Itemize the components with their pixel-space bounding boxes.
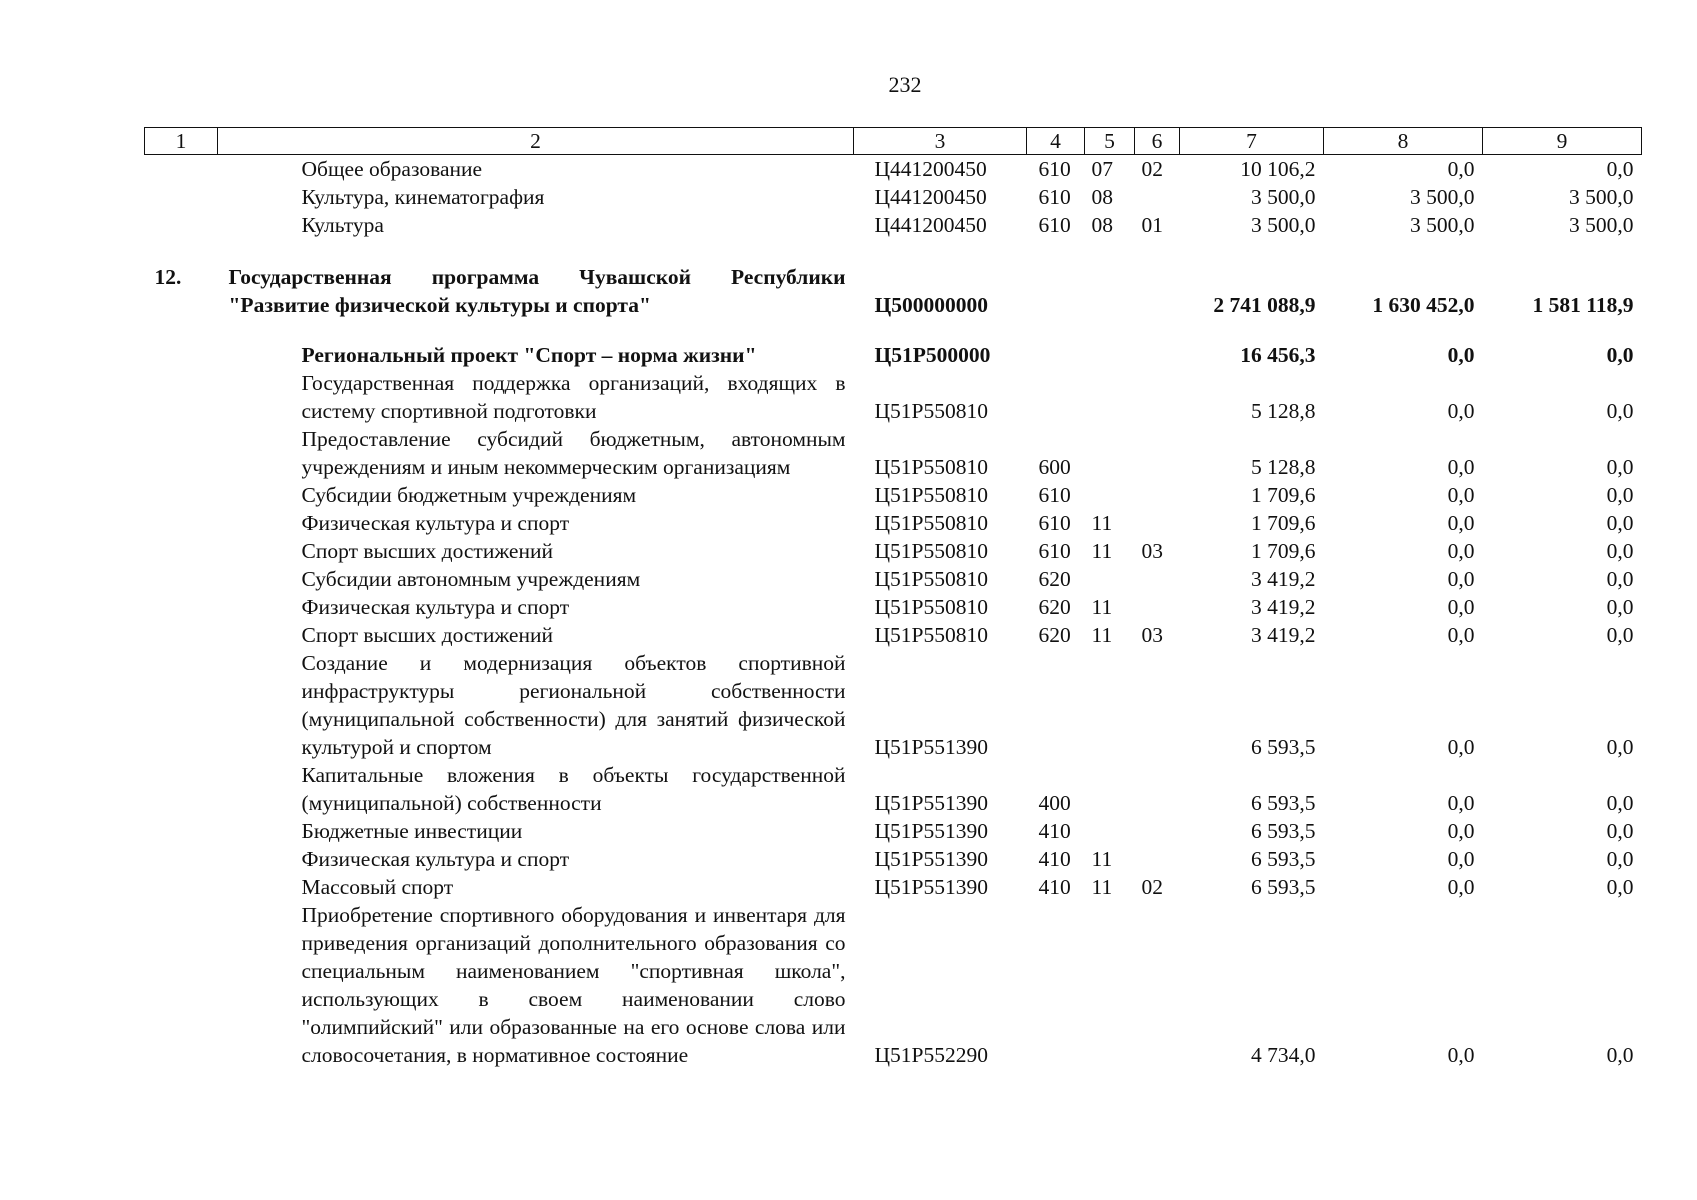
target-code: Ц51P550810 xyxy=(874,623,988,647)
column-header-9: 9 xyxy=(1483,128,1642,155)
amount-col7: 6 593,5 xyxy=(1251,847,1316,871)
section-code xyxy=(1085,341,1135,369)
section-code: 11 xyxy=(1091,539,1113,563)
amount-col9: 0,0 xyxy=(1606,735,1634,759)
section-code: 08 xyxy=(1091,213,1113,237)
row-number xyxy=(145,425,218,481)
table-row xyxy=(145,509,1642,537)
row-number xyxy=(145,481,218,509)
expense-type-code: 620 xyxy=(1038,623,1071,647)
row-number xyxy=(145,901,218,1069)
column-header-6: 6 xyxy=(1135,128,1180,155)
table-row xyxy=(145,211,1642,239)
amount-col7: 6 593,5 xyxy=(1251,791,1316,815)
section-code: 11 xyxy=(1091,847,1113,871)
target-code: Ц51P550810 xyxy=(874,595,988,619)
target-code: Ц51P551390 xyxy=(874,847,988,871)
spacer-cell xyxy=(145,239,1642,263)
amount-col8: 0,0 xyxy=(1447,539,1475,563)
expense-type-code: 610 xyxy=(1038,511,1071,535)
amount-col9: 3 500,0 xyxy=(1569,185,1634,209)
row-number xyxy=(145,593,218,621)
row-name: Государственная программа Чувашской Республики "Развитие физической культуры и спорта" xyxy=(228,265,846,317)
row-name: Культура xyxy=(301,213,384,237)
subsection-code xyxy=(1135,369,1180,425)
target-code: Ц441200450 xyxy=(874,213,987,237)
amount-col9: 3 500,0 xyxy=(1569,213,1634,237)
target-code: Ц441200450 xyxy=(874,185,987,209)
subsection-code xyxy=(1135,341,1180,369)
row-number xyxy=(145,565,218,593)
amount-col9: 0,0 xyxy=(1606,1043,1634,1067)
expense-type-code: 600 xyxy=(1038,455,1071,479)
subsection-code xyxy=(1135,817,1180,845)
expense-type-code: 610 xyxy=(1038,213,1071,237)
expense-type-code: 410 xyxy=(1038,819,1071,843)
section-code xyxy=(1085,761,1135,817)
section-code xyxy=(1085,481,1135,509)
section-code xyxy=(1085,263,1135,319)
section-code: 11 xyxy=(1091,595,1113,619)
table-row xyxy=(145,901,1642,1069)
section-code xyxy=(1085,901,1135,1069)
amount-col7: 1 709,6 xyxy=(1251,511,1316,535)
amount-col8: 0,0 xyxy=(1447,847,1475,871)
table-row xyxy=(145,263,1642,319)
target-code: Ц51P500000 xyxy=(874,343,991,367)
row-name: Физическая культура и спорт xyxy=(301,595,570,619)
expense-type-code xyxy=(1027,369,1085,425)
row-name: Предоставление субсидий бюджетным, автономным учреждениям и иным некоммерческим организациям xyxy=(301,427,846,479)
subsection-code xyxy=(1135,425,1180,481)
expense-type-code xyxy=(1027,649,1085,761)
subsection-code xyxy=(1135,845,1180,873)
row-name: Региональный проект "Спорт – норма жизни" xyxy=(301,343,757,367)
amount-col8: 1 630 452,0 xyxy=(1372,293,1475,317)
row-number xyxy=(145,155,218,184)
row-number xyxy=(145,211,218,239)
target-code: Ц51P550810 xyxy=(874,483,988,507)
target-code: Ц441200450 xyxy=(874,157,987,181)
table-row xyxy=(145,817,1642,845)
row-name: Общее образование xyxy=(301,157,483,181)
table-row xyxy=(145,341,1642,369)
table-row xyxy=(145,649,1642,761)
amount-col7: 3 419,2 xyxy=(1251,623,1316,647)
subsection-code xyxy=(1135,183,1180,211)
amount-col9: 0,0 xyxy=(1606,791,1634,815)
expense-type-code: 400 xyxy=(1038,791,1071,815)
amount-col9: 0,0 xyxy=(1606,623,1634,647)
row-name: Культура, кинематография xyxy=(301,185,545,209)
column-header-3: 3 xyxy=(854,128,1027,155)
row-number xyxy=(145,621,218,649)
table-row xyxy=(145,593,1642,621)
expense-type-code: 610 xyxy=(1038,483,1071,507)
subsection-code xyxy=(1135,761,1180,817)
row-number xyxy=(145,873,218,901)
header-row xyxy=(145,128,1642,155)
section-code: 07 xyxy=(1091,157,1113,181)
table-row xyxy=(145,845,1642,873)
expense-type-code: 410 xyxy=(1038,847,1071,871)
expense-type-code xyxy=(1027,263,1085,319)
amount-col9: 0,0 xyxy=(1606,819,1634,843)
row-number xyxy=(145,817,218,845)
amount-col7: 4 734,0 xyxy=(1251,1043,1316,1067)
table-row xyxy=(145,369,1642,425)
amount-col7: 16 456,3 xyxy=(1240,343,1316,367)
amount-col7: 3 500,0 xyxy=(1251,185,1316,209)
row-name: Спорт высших достижений xyxy=(301,623,553,647)
amount-col9: 0,0 xyxy=(1606,455,1634,479)
subsection-code: 02 xyxy=(1141,157,1163,181)
table-body xyxy=(145,155,1642,1070)
spacer-cell xyxy=(145,319,1642,341)
spacer-row xyxy=(145,319,1642,341)
table-row xyxy=(145,425,1642,481)
subsection-code: 03 xyxy=(1141,623,1163,647)
amount-col7: 5 128,8 xyxy=(1251,455,1316,479)
row-name: Субсидии автономным учреждениям xyxy=(301,567,641,591)
amount-col9: 0,0 xyxy=(1606,483,1634,507)
amount-col8: 0,0 xyxy=(1447,735,1475,759)
target-code: Ц51P551390 xyxy=(874,875,988,899)
table-row xyxy=(145,621,1642,649)
row-number xyxy=(145,537,218,565)
amount-col7: 3 419,2 xyxy=(1251,595,1316,619)
budget-table xyxy=(144,127,1642,1069)
target-code: Ц500000000 xyxy=(874,293,988,317)
expense-type-code: 610 xyxy=(1038,157,1071,181)
amount-col7: 3 419,2 xyxy=(1251,567,1316,591)
table-row xyxy=(145,761,1642,817)
table-row xyxy=(145,481,1642,509)
subsection-code xyxy=(1135,481,1180,509)
table-row xyxy=(145,183,1642,211)
amount-col7: 5 128,8 xyxy=(1251,399,1316,423)
amount-col8: 0,0 xyxy=(1447,483,1475,507)
target-code: Ц51P551390 xyxy=(874,791,988,815)
table-row xyxy=(145,155,1642,184)
row-number xyxy=(145,369,218,425)
amount-col7: 2 741 088,9 xyxy=(1213,293,1316,317)
amount-col8: 0,0 xyxy=(1447,511,1475,535)
subsection-code xyxy=(1135,263,1180,319)
row-number xyxy=(145,649,218,761)
amount-col8: 3 500,0 xyxy=(1410,213,1475,237)
page-number: 232 xyxy=(888,72,922,97)
amount-col7: 6 593,5 xyxy=(1251,735,1316,759)
expense-type-code: 610 xyxy=(1038,185,1071,209)
amount-col7: 1 709,6 xyxy=(1251,483,1316,507)
section-code xyxy=(1085,817,1135,845)
amount-col8: 3 500,0 xyxy=(1410,185,1475,209)
column-header-5: 5 xyxy=(1085,128,1135,155)
amount-col9: 0,0 xyxy=(1606,511,1634,535)
column-header-8: 8 xyxy=(1324,128,1483,155)
amount-col8: 0,0 xyxy=(1447,623,1475,647)
target-code: Ц51P550810 xyxy=(874,399,988,423)
column-header-4: 4 xyxy=(1027,128,1085,155)
column-header-2: 2 xyxy=(218,128,854,155)
subsection-code: 02 xyxy=(1141,875,1163,899)
amount-col9: 0,0 xyxy=(1606,595,1634,619)
amount-col8: 0,0 xyxy=(1447,819,1475,843)
row-name: Физическая культура и спорт xyxy=(301,511,570,535)
column-header-7: 7 xyxy=(1180,128,1324,155)
row-number xyxy=(145,761,218,817)
row-name: Физическая культура и спорт xyxy=(301,847,570,871)
amount-col8: 0,0 xyxy=(1447,595,1475,619)
amount-col9: 0,0 xyxy=(1606,343,1634,367)
amount-col7: 3 500,0 xyxy=(1251,213,1316,237)
subsection-code xyxy=(1135,565,1180,593)
row-name: Бюджетные инвестиции xyxy=(301,819,523,843)
amount-col8: 0,0 xyxy=(1447,1043,1475,1067)
target-code: Ц51P550810 xyxy=(874,455,988,479)
subsection-code: 01 xyxy=(1141,213,1163,237)
subsection-code xyxy=(1135,649,1180,761)
expense-type-code xyxy=(1027,341,1085,369)
row-name: Государственная поддержка организаций, входящих в систему спортивной подготовки xyxy=(301,371,846,423)
section-code xyxy=(1085,369,1135,425)
target-code: Ц51P550810 xyxy=(874,511,988,535)
section-code xyxy=(1085,425,1135,481)
amount-col9: 0,0 xyxy=(1606,157,1634,181)
amount-col8: 0,0 xyxy=(1447,157,1475,181)
column-header-1: 1 xyxy=(145,128,218,155)
target-code: Ц51P551390 xyxy=(874,735,988,759)
amount-col7: 10 106,2 xyxy=(1240,157,1316,181)
row-name: Спорт высших достижений xyxy=(301,539,553,563)
amount-col8: 0,0 xyxy=(1447,455,1475,479)
amount-col9: 0,0 xyxy=(1606,847,1634,871)
expense-type-code: 620 xyxy=(1038,595,1071,619)
section-code xyxy=(1085,565,1135,593)
table-header xyxy=(145,128,1642,155)
amount-col8: 0,0 xyxy=(1447,399,1475,423)
expense-type-code xyxy=(1027,901,1085,1069)
expense-type-code: 620 xyxy=(1038,567,1071,591)
amount-col9: 0,0 xyxy=(1606,875,1634,899)
target-code: Ц51P550810 xyxy=(874,567,988,591)
row-name: Субсидии бюджетным учреждениям xyxy=(301,483,637,507)
amount-col8: 0,0 xyxy=(1447,791,1475,815)
row-number xyxy=(145,845,218,873)
amount-col8: 0,0 xyxy=(1447,343,1475,367)
amount-col9: 0,0 xyxy=(1606,567,1634,591)
row-name: Создание и модернизация объектов спортивной инфраструктуры региональной собственности (муниципальной собственности) для занятий физической культурой и спортом xyxy=(301,651,846,759)
subsection-code: 03 xyxy=(1141,539,1163,563)
row-name: Массовый спорт xyxy=(301,875,454,899)
section-code: 08 xyxy=(1091,185,1113,209)
subsection-code xyxy=(1135,509,1180,537)
target-code: Ц51P550810 xyxy=(874,539,988,563)
section-code: 11 xyxy=(1091,623,1113,647)
amount-col9: 0,0 xyxy=(1606,539,1634,563)
target-code: Ц51P551390 xyxy=(874,819,988,843)
expense-type-code: 610 xyxy=(1038,539,1071,563)
row-number xyxy=(145,341,218,369)
table-row xyxy=(145,565,1642,593)
amount-col7: 1 709,6 xyxy=(1251,539,1316,563)
subsection-code xyxy=(1135,593,1180,621)
table-row xyxy=(145,537,1642,565)
subsection-code xyxy=(1135,901,1180,1069)
row-number xyxy=(145,509,218,537)
row-number: 12. xyxy=(154,265,182,289)
amount-col8: 0,0 xyxy=(1447,875,1475,899)
spacer-row xyxy=(145,239,1642,263)
amount-col8: 0,0 xyxy=(1447,567,1475,591)
section-code xyxy=(1085,649,1135,761)
row-name: Приобретение спортивного оборудования и инвентаря для приведения организаций дополнительного образования со специальным наименованием "спортивная школа", использующих в своем наименовании слово "олимпийский" или образованные на его основе слова или словосочетания, в нормативное состояние xyxy=(301,903,846,1067)
expense-type-code: 410 xyxy=(1038,875,1071,899)
amount-col9: 1 581 118,9 xyxy=(1532,293,1634,317)
amount-col9: 0,0 xyxy=(1606,399,1634,423)
section-code: 11 xyxy=(1091,511,1113,535)
row-number xyxy=(145,183,218,211)
row-name: Капитальные вложения в объекты государственной (муниципальной) собственности xyxy=(301,763,846,815)
target-code: Ц51P552290 xyxy=(874,1043,988,1067)
section-code: 11 xyxy=(1091,875,1113,899)
amount-col7: 6 593,5 xyxy=(1251,819,1316,843)
amount-col7: 6 593,5 xyxy=(1251,875,1316,899)
table-row xyxy=(145,873,1642,901)
